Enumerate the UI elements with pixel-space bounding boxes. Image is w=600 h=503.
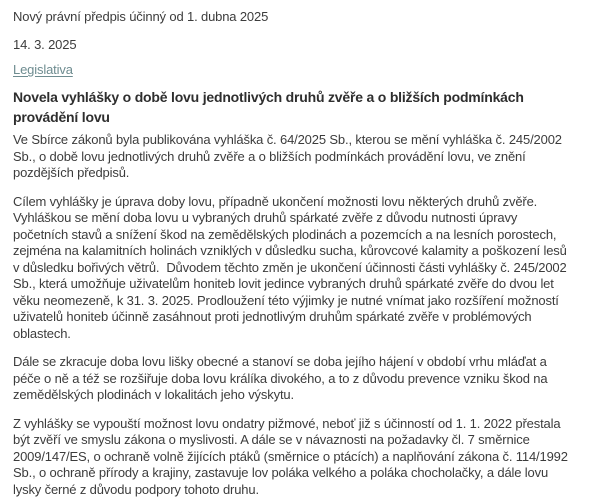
article-paragraph-2: Cílem vyhlášky je úprava doby lovu, případně ukončení možnosti lovu některých druhů zvěře. Vyhláškou se mění doba lovu u vybraných druhů spárkaté zvěře z důvodu nutnosti úpravy početních stavů a snížení škod na zemědělských plodinách a pozemcích a na lesních porostech, zejména na kalamitních holinách vzniklých v důsledku sucha, kůrovcové kalamity a poškození lesů v důsledku bořivých větrů. Důvodem těchto změn je ukončení účinnosti části vyhlášky č. 245/2002 Sb., která umožňuje uživatelům honiteb lovit jedince vybraných druhů spárkaté zvěře do dvou let věku neomezeně, k 31. 3. 2025. Prodloužení této výjimky je nutné vnímat jako rozšíření možností uživatelů honiteb účinně zasáhnout proti jednotlivým druhům spárkaté zvěře v problémových oblastech.	[13, 193, 571, 341]
category-link-row	[13, 61, 572, 87]
article-paragraph-3: Dále se zkracuje doba lovu lišky obecné a stanoví se doba jejího hájení v období vrhu mláďat a péče o ně a též se rozšiřuje doba lovu králíka divokého, a to z důvodu prevence vzniku škod na zemědělských plodinách v lokalitách jeho výskytu.	[13, 354, 551, 402]
article-title: Novela vyhlášky o době lovu jednotlivých druhů zvěře a o bližších podmínkách provádění lovu	[13, 89, 524, 125]
article-paragraph-1: Ve Sbírce zákonů byla publikována vyhláška č. 64/2025 Sb., kterou se mění vyhláška č. 245/2002 Sb., o době lovu jednotlivých druhů zvěře a o bližších podmínkách provádění lovu, ve znění pozdějších předpisů.	[13, 132, 566, 180]
article-paragraph-4: Z vyhlášky se vypouští možnost lovu ondatry pižmové, neboť již s účinností od 1. 1. 2022 přestala být zvěří ve smyslu zákona o myslivosti. A dále se v návaznosti na požadavky čl. 7 směrnice 2009/147/ES, o ochraně volně žijících ptáků (směrnice o ptácích) a naplňování zákona č. 114/1992 Sb., o ochraně přírody a krajiny, zastavuje lov poláka velkého a poláka chocholačky, a dále lovu lysky černé z důvodu podpory tohoto druhu.	[13, 415, 572, 497]
category-link-legislativa[interactable]: Legislativa	[13, 62, 73, 77]
article-date: 14. 3. 2025	[13, 37, 77, 52]
article-supertitle: Nový právní předpis účinný od 1. dubna 2025	[13, 9, 269, 24]
